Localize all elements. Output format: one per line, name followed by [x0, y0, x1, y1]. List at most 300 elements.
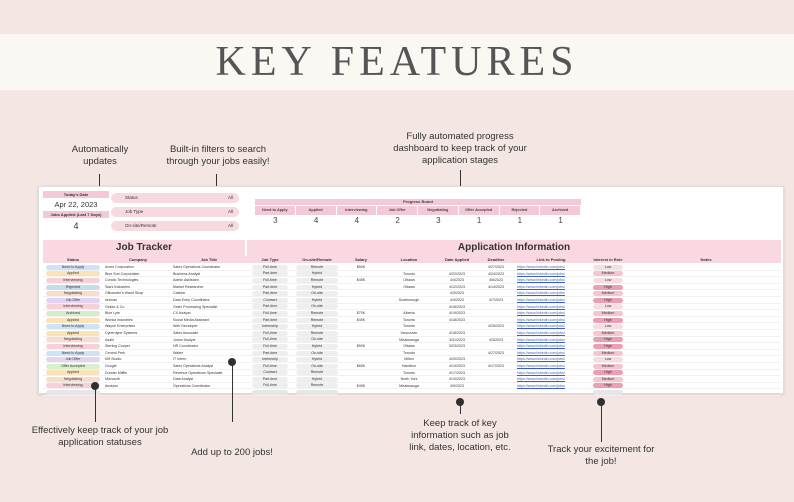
- cell-deadline: 4/3/2023: [489, 337, 503, 342]
- cell-salary: $65K: [356, 363, 366, 368]
- cell-company: Stark Industries: [105, 284, 130, 289]
- status-dropdown[interactable]: Offer Accepted: [46, 364, 100, 369]
- posting-link[interactable]: https://www.linkedin.com/jobs/: [517, 297, 565, 302]
- cell-date: 4/19/2023: [449, 311, 465, 316]
- job-type-dropdown[interactable]: Full-time: [252, 364, 288, 369]
- status-dropdown[interactable]: Applied: [46, 331, 100, 336]
- interest-dropdown[interactable]: High: [593, 285, 623, 290]
- cell-title: CX Analyst: [173, 311, 191, 316]
- job-table: [43, 264, 781, 396]
- interest-dropdown[interactable]: Low: [593, 357, 623, 362]
- posting-link[interactable]: https://www.linkedin.com/jobs/: [517, 363, 565, 368]
- posting-link[interactable]: https://www.linkedin.com/jobs/: [517, 271, 565, 276]
- status-dropdown[interactable]: Interviewing: [46, 344, 100, 349]
- callout-line: [95, 386, 96, 422]
- cell-date: 4/20/2023: [449, 357, 465, 362]
- onsite-remote-dropdown[interactable]: On-site: [296, 351, 338, 356]
- onsite-remote-dropdown[interactable]: Remote: [296, 318, 338, 323]
- cell-title: Data Analyst: [173, 377, 194, 382]
- cell-title: Web Developer: [173, 324, 198, 329]
- posting-link[interactable]: https://www.linkedin.com/jobs/: [517, 383, 565, 388]
- onsite-remote-dropdown[interactable]: Hybrid: [296, 357, 338, 362]
- cell-title: HR Coordinator: [173, 344, 198, 349]
- table-row[interactable]: [43, 383, 781, 390]
- callout-dot: [228, 358, 236, 366]
- cell-salary: $45K: [356, 317, 366, 322]
- cell-salary: $50K: [356, 344, 366, 349]
- table-row[interactable]: [43, 290, 781, 297]
- posting-link[interactable]: https://www.linkedin.com/jobs/: [517, 324, 565, 329]
- cell-deadline: 4/17/2023: [488, 363, 504, 368]
- progress-stage-label: Need to Apply: [255, 206, 296, 215]
- cell-location: Mississauga: [399, 337, 419, 342]
- column-header[interactable]: Company: [128, 257, 148, 262]
- callout-line: [232, 362, 233, 422]
- status-dropdown[interactable]: Interviewing: [46, 304, 100, 309]
- table-row[interactable]: [43, 343, 781, 350]
- cell-deadline: 4/27/2023: [488, 350, 504, 355]
- interest-dropdown[interactable]: Low: [593, 304, 623, 309]
- progress-stage-value: 3: [273, 216, 278, 225]
- column-header[interactable]: Date Applied: [444, 257, 470, 262]
- filter-value: All: [227, 195, 233, 200]
- cell-deadline: 4/7/2023: [489, 297, 503, 302]
- cell-company: Cyberdyne Systems: [105, 330, 138, 335]
- cell-deadline: [477, 376, 515, 383]
- column-header[interactable]: Job Type: [261, 257, 279, 262]
- cell-date: 4/18/2023: [449, 317, 465, 322]
- table-row[interactable]: [43, 277, 781, 284]
- cell-title: Admin Assistant: [173, 278, 199, 283]
- onsite-remote-dropdown[interactable]: Remote: [296, 311, 338, 316]
- onsite-remote-dropdown[interactable]: [296, 390, 338, 395]
- cell-location: [381, 264, 437, 271]
- job-type-dropdown[interactable]: [252, 390, 288, 395]
- status-dropdown[interactable]: Interviewing: [46, 278, 100, 283]
- progress-board-title: Progress Board: [255, 199, 581, 205]
- cell-date: 4/3/2023: [450, 291, 464, 296]
- cell-location: [381, 290, 437, 297]
- cell-salary: [343, 323, 379, 330]
- posting-link[interactable]: [517, 389, 585, 396]
- cell-company: Ollivander's Wand Shop: [105, 291, 144, 296]
- interest-dropdown[interactable]: Low: [593, 324, 623, 329]
- status-dropdown[interactable]: Interviewing: [46, 383, 100, 388]
- status-dropdown[interactable]: Need to Apply: [46, 351, 100, 356]
- onsite-remote-dropdown[interactable]: Hybrid: [296, 344, 338, 349]
- status-dropdown[interactable]: Rejected: [46, 285, 100, 290]
- job-type-dropdown[interactable]: Full-time: [252, 344, 288, 349]
- cell-company: Blue Lyte: [105, 311, 120, 316]
- cell-deadline: 4/14/2023: [488, 284, 504, 289]
- cell-title: Social Media Assistant: [173, 317, 209, 322]
- posting-link[interactable]: https://www.linkedin.com/jobs/: [517, 337, 565, 342]
- progress-stage-label: Rejected: [500, 206, 541, 215]
- cell-company: Kiff Studio: [105, 357, 122, 362]
- cell-title: Revenue Operations Specialist: [173, 370, 223, 375]
- posting-link[interactable]: https://www.linkedin.com/jobs/: [517, 350, 565, 355]
- filter-status[interactable]: [111, 193, 239, 203]
- column-header[interactable]: Location: [400, 257, 418, 262]
- progress-stage-value: 4: [313, 216, 319, 225]
- cell-salary: [343, 389, 379, 396]
- table-row[interactable]: [43, 370, 781, 377]
- job-type-dropdown[interactable]: Contract: [252, 370, 288, 375]
- status-dropdown[interactable]: Applied: [46, 370, 100, 375]
- onsite-remote-dropdown[interactable]: On-site: [296, 364, 338, 369]
- posting-link[interactable]: https://www.linkedin.com/jobs/: [517, 311, 565, 316]
- interest-dropdown[interactable]: Medium: [593, 364, 623, 369]
- posting-link[interactable]: https://www.linkedin.com/jobs/: [517, 377, 565, 382]
- progress-stage-label: Job Offer: [377, 206, 418, 215]
- cell-date: [439, 389, 475, 396]
- cell-date: [439, 323, 475, 330]
- progress-stage-label: Negotiating: [418, 206, 459, 215]
- cell-date: 4/10/2023: [449, 377, 465, 382]
- header-band: [0, 34, 794, 90]
- table-row[interactable]: [43, 297, 781, 304]
- cell-salary: [343, 376, 379, 383]
- cell-deadline: [477, 330, 515, 337]
- interest-dropdown[interactable]: High: [593, 370, 623, 375]
- posting-link[interactable]: https://www.linkedin.com/jobs/: [517, 330, 565, 335]
- callout-excitement: Track your excitement for the job!: [547, 444, 655, 467]
- job-type-dropdown[interactable]: Part-time: [252, 285, 288, 290]
- table-row[interactable]: [43, 337, 781, 344]
- posting-link[interactable]: https://www.linkedin.com/jobs/: [517, 291, 565, 296]
- filter-label: Status: [125, 195, 138, 200]
- cell-company: Acme Corporation: [105, 265, 134, 269]
- progress-stage-value: 4: [354, 216, 360, 225]
- column-header[interactable]: Job Title: [200, 257, 218, 262]
- onsite-remote-dropdown[interactable]: Hybrid: [296, 285, 338, 290]
- onsite-remote-dropdown[interactable]: Hybrid: [296, 271, 338, 276]
- cell-date: 4/22/2023: [449, 271, 465, 276]
- cell-location: Toronto: [403, 350, 415, 355]
- status-dropdown[interactable]: Applied: [46, 318, 100, 323]
- cell-salary: [343, 337, 379, 344]
- table-row[interactable]: [43, 356, 781, 363]
- job-type-dropdown[interactable]: Full-time: [252, 331, 288, 336]
- posting-link[interactable]: https://www.linkedin.com/jobs/: [517, 370, 565, 375]
- cell-salary: [343, 330, 379, 337]
- cell-deadline: [477, 343, 515, 350]
- table-row[interactable]: [43, 363, 781, 370]
- table-row[interactable]: [43, 310, 781, 317]
- cell-company: Sterling Cooper: [105, 344, 130, 349]
- table-row[interactable]: [43, 264, 781, 271]
- table-row[interactable]: [43, 317, 781, 324]
- table-row[interactable]: [43, 330, 781, 337]
- status-dropdown[interactable]: Archived: [46, 311, 100, 316]
- job-type-dropdown[interactable]: Part-time: [252, 377, 288, 382]
- progress-stage-label: Offer Accepted: [459, 206, 500, 215]
- posting-link[interactable]: https://www.linkedin.com/jobs/: [517, 304, 565, 309]
- cell-location: Vancouver: [400, 330, 418, 335]
- interest-dropdown[interactable]: Medium: [593, 351, 623, 356]
- job-type-dropdown[interactable]: Full-time: [252, 311, 288, 316]
- onsite-remote-dropdown[interactable]: Hybrid: [296, 324, 338, 329]
- job-type-dropdown[interactable]: Full-time: [252, 337, 288, 342]
- cell-company: Central Perk: [105, 350, 125, 355]
- cell-company: Asahi: [105, 337, 114, 342]
- column-header[interactable]: Interest in Role: [593, 257, 623, 262]
- job-type-dropdown[interactable]: Internship: [252, 324, 288, 329]
- filter-label: On-site/Remote: [125, 223, 157, 228]
- onsite-remote-dropdown[interactable]: On-site: [296, 304, 338, 309]
- cell-date: 3/23/2023: [449, 344, 465, 349]
- column-header[interactable]: Notes: [700, 257, 712, 262]
- cell-location: Alberta: [403, 311, 415, 316]
- progress-stage-value: 1: [476, 216, 482, 225]
- interest-dropdown[interactable]: Medium: [593, 271, 623, 276]
- cell-deadline: [477, 304, 515, 311]
- cell-date: 4/12/2023: [449, 284, 465, 289]
- status-dropdown[interactable]: Applied: [46, 271, 100, 276]
- cell-deadline: [477, 383, 515, 390]
- table-row[interactable]: [43, 323, 781, 330]
- cell-deadline: 4/24/2023: [488, 271, 504, 276]
- cell-salary: $70K: [356, 311, 366, 316]
- filter-value: All: [227, 209, 233, 214]
- cell-location: Mississauga: [399, 383, 419, 388]
- cell-location: Hamilton: [401, 363, 417, 368]
- status-dropdown[interactable]: Negotiating: [46, 291, 100, 296]
- column-header[interactable]: Link to Posting: [536, 257, 566, 262]
- spreadsheet: [38, 186, 784, 394]
- onsite-remote-dropdown[interactable]: On-site: [296, 337, 338, 342]
- cell-location: Toronto: [403, 370, 415, 375]
- cell-title: Operations Coordinator: [173, 383, 211, 388]
- interest-dropdown[interactable]: High: [593, 298, 623, 303]
- cell-location: [381, 389, 437, 396]
- job-type-dropdown[interactable]: Full-time: [252, 383, 288, 388]
- posting-link[interactable]: https://www.linkedin.com/jobs/: [517, 284, 565, 289]
- cell-company: Microsoft: [105, 377, 120, 382]
- callout-auto-update: Automatically updates: [71, 144, 129, 167]
- cell-company: Blue Sun Corporation: [105, 271, 140, 276]
- progress-stage-value: 2: [395, 216, 400, 225]
- onsite-remote-dropdown[interactable]: Remote: [296, 278, 338, 283]
- table-row[interactable]: [43, 271, 781, 278]
- cell-deadline: [477, 310, 515, 317]
- cell-salary: $45K: [356, 383, 366, 388]
- cell-title: Market Researcher: [173, 284, 204, 289]
- interest-dropdown[interactable]: Low: [593, 278, 623, 283]
- callout-statuses: Effectively keep track of your job application statuses: [31, 425, 169, 448]
- callout-line: [601, 402, 602, 442]
- onsite-remote-dropdown[interactable]: Hybrid: [296, 377, 338, 382]
- onsite-remote-dropdown[interactable]: Remote: [296, 383, 338, 388]
- table-row[interactable]: [43, 350, 781, 357]
- status-dropdown[interactable]: Job Offer: [46, 298, 100, 303]
- job-type-dropdown[interactable]: Part-time: [252, 291, 288, 296]
- cell-salary: [343, 370, 379, 377]
- today-date-value: Apr 22, 2023: [54, 200, 98, 209]
- today-date-label: Today's Date: [43, 191, 109, 198]
- jobs-applied-value: 4: [73, 221, 79, 231]
- cell-salary: [343, 304, 379, 311]
- interest-dropdown[interactable]: High: [593, 344, 623, 349]
- callout-dot: [91, 382, 99, 390]
- cell-deadline: 4/27/2023: [488, 265, 504, 269]
- callout-filters: Built-in filters to search through your jobs easily!: [166, 144, 270, 167]
- cell-title: Sales Operations Coordinator: [173, 265, 221, 269]
- cell-date: 4/14/2023: [449, 363, 465, 368]
- cell-title: Business Analyst: [173, 271, 201, 276]
- column-header[interactable]: On-site/Remote: [302, 257, 332, 262]
- status-dropdown[interactable]: Need to Apply: [46, 324, 100, 329]
- cell-company: Gekko & Co: [105, 304, 125, 309]
- cell-location: Milton: [404, 357, 414, 362]
- cell-deadline: [477, 317, 515, 324]
- onsite-remote-dropdown[interactable]: Remote: [296, 331, 338, 336]
- onsite-remote-dropdown[interactable]: On-site: [296, 291, 338, 296]
- status-dropdown[interactable]: Job Offer: [46, 357, 100, 362]
- cell-location: [381, 304, 437, 311]
- cell-company: Wayne Enterprises: [105, 324, 136, 329]
- progress-stage-value: 1: [558, 216, 563, 225]
- onsite-remote-dropdown[interactable]: Remote: [296, 370, 338, 375]
- interest-dropdown[interactable]: High: [593, 383, 623, 388]
- cell-salary: $45K: [356, 278, 366, 283]
- cell-salary: $50K: [356, 265, 366, 269]
- filter-label: Job Type: [125, 209, 144, 214]
- application-info-header: Application Information: [247, 240, 781, 256]
- interest-dropdown[interactable]: [593, 390, 623, 395]
- cell-location: Toronto: [403, 317, 415, 322]
- cell-deadline: [477, 356, 515, 363]
- cell-date: 4/18/2023: [449, 304, 465, 309]
- table-row[interactable]: [43, 284, 781, 291]
- cell-company: [105, 389, 171, 396]
- job-type-dropdown[interactable]: Part-time: [252, 304, 288, 309]
- interest-dropdown[interactable]: Medium: [593, 291, 623, 296]
- progress-stage-value: 1: [517, 216, 523, 225]
- filter-job-type[interactable]: [111, 207, 239, 217]
- cell-title: Data Entry Coordinator: [173, 297, 210, 302]
- status-dropdown[interactable]: Negotiating: [46, 337, 100, 342]
- cell-deadline: [477, 290, 515, 297]
- callout-dot: [597, 398, 605, 406]
- callout-add-jobs: Add up to 200 jobs!: [191, 447, 273, 458]
- cell-salary: [343, 356, 379, 363]
- job-tracker-header: Job Tracker: [43, 240, 245, 256]
- cell-salary: [343, 350, 379, 357]
- interest-dropdown[interactable]: Medium: [593, 377, 623, 382]
- cell-title: Waiter: [173, 350, 184, 355]
- cell-title: Sales Associate: [173, 330, 199, 335]
- cell-location: Ottawa: [403, 278, 415, 283]
- posting-link[interactable]: https://www.linkedin.com/jobs/: [517, 278, 565, 283]
- cell-location: Ottawa: [403, 344, 415, 349]
- filter-value: All: [227, 223, 233, 228]
- status-dropdown[interactable]: [46, 390, 100, 395]
- cell-company: Wonka Industries: [105, 317, 133, 322]
- column-header[interactable]: Salary: [354, 257, 367, 262]
- callout-dot: [456, 398, 464, 406]
- cell-location: Toronto: [403, 324, 415, 329]
- cell-date: 4/5/2023: [450, 383, 464, 388]
- cell-deadline: [477, 370, 515, 377]
- cell-date: [439, 350, 475, 357]
- cell-deadline: 4/25/2023: [488, 324, 504, 329]
- job-type-dropdown[interactable]: Full-time: [252, 265, 288, 270]
- cell-date: [439, 264, 475, 271]
- cell-deadline: [477, 389, 515, 396]
- progress-stage-label: Applied: [296, 206, 337, 215]
- column-headers: [43, 256, 781, 263]
- interest-dropdown[interactable]: High: [593, 337, 623, 342]
- onsite-remote-dropdown[interactable]: Remote: [296, 265, 338, 270]
- job-type-dropdown[interactable]: Part-time: [252, 271, 288, 276]
- interest-dropdown[interactable]: Medium: [593, 311, 623, 316]
- jobs-applied-label: Jobs Applied (Last 7 Days): [43, 211, 109, 218]
- job-type-dropdown[interactable]: Full-time: [252, 278, 288, 283]
- status-dropdown[interactable]: Need to Apply: [46, 265, 100, 270]
- cell-salary: [343, 290, 379, 297]
- cell-title: Junior Analyst: [173, 337, 196, 342]
- column-header[interactable]: Status: [66, 257, 80, 262]
- status-dropdown[interactable]: Negotiating: [46, 377, 100, 382]
- job-type-dropdown[interactable]: Internship: [252, 357, 288, 362]
- cell-date: 4/4/2023: [450, 297, 464, 302]
- job-type-dropdown[interactable]: Part-time: [252, 318, 288, 323]
- page-title: KEY FEATURES: [215, 39, 579, 85]
- cell-company: Animas: [105, 297, 117, 302]
- interest-dropdown[interactable]: Low: [593, 265, 623, 270]
- cell-title: Sales Operations Analyst: [173, 363, 214, 368]
- cell-location: Scarborough: [398, 297, 420, 302]
- column-header[interactable]: Deadline: [487, 257, 505, 262]
- cell-date: 4/18/2023: [449, 330, 465, 335]
- posting-link[interactable]: https://www.linkedin.com/jobs/: [517, 317, 565, 322]
- cell-title: Cashier: [173, 291, 186, 296]
- cell-date: 4/17/2023: [449, 370, 465, 375]
- cell-salary: [343, 284, 379, 291]
- cell-deadline: 4/6/2023: [489, 278, 503, 283]
- table-row[interactable]: [43, 389, 781, 396]
- progress-stage-value: 3: [436, 216, 441, 225]
- job-type-dropdown[interactable]: Contract: [252, 298, 288, 303]
- posting-link[interactable]: https://www.linkedin.com/jobs/: [517, 265, 565, 269]
- filter-onsite-remote[interactable]: [111, 221, 239, 231]
- posting-link[interactable]: https://www.linkedin.com/jobs/: [517, 344, 565, 349]
- interest-dropdown[interactable]: Medium: [593, 331, 623, 336]
- callout-dashboard: Fully automated progress dashboard to keep track of your application stages: [393, 131, 527, 166]
- table-row[interactable]: [43, 376, 781, 383]
- cell-location: North York: [400, 377, 418, 382]
- table-row[interactable]: [43, 304, 781, 311]
- callout-key-info: Keep track of key information such as job link, dates, location, etc.: [409, 418, 511, 453]
- cell-company: Google: [105, 363, 117, 368]
- cell-salary: [343, 297, 379, 304]
- cell-date: 3/31/2023: [449, 337, 465, 342]
- cell-title: IT Intern: [173, 357, 187, 362]
- interest-dropdown[interactable]: High: [593, 318, 623, 323]
- cell-location: Ottawa: [403, 284, 415, 289]
- cell-title: [173, 389, 245, 396]
- progress-stage-label: Interviewing: [337, 206, 378, 215]
- cell-location: Toronto: [403, 271, 415, 276]
- cell-title: Order Processing Specialist: [173, 304, 218, 309]
- cell-company: Amazon: [105, 383, 119, 388]
- onsite-remote-dropdown[interactable]: Hybrid: [296, 298, 338, 303]
- progress-stage-label: Archived: [540, 206, 581, 215]
- cell-date: 4/4/2023: [450, 278, 464, 283]
- posting-link[interactable]: https://www.linkedin.com/jobs/: [517, 357, 565, 362]
- job-type-dropdown[interactable]: Part-time: [252, 351, 288, 356]
